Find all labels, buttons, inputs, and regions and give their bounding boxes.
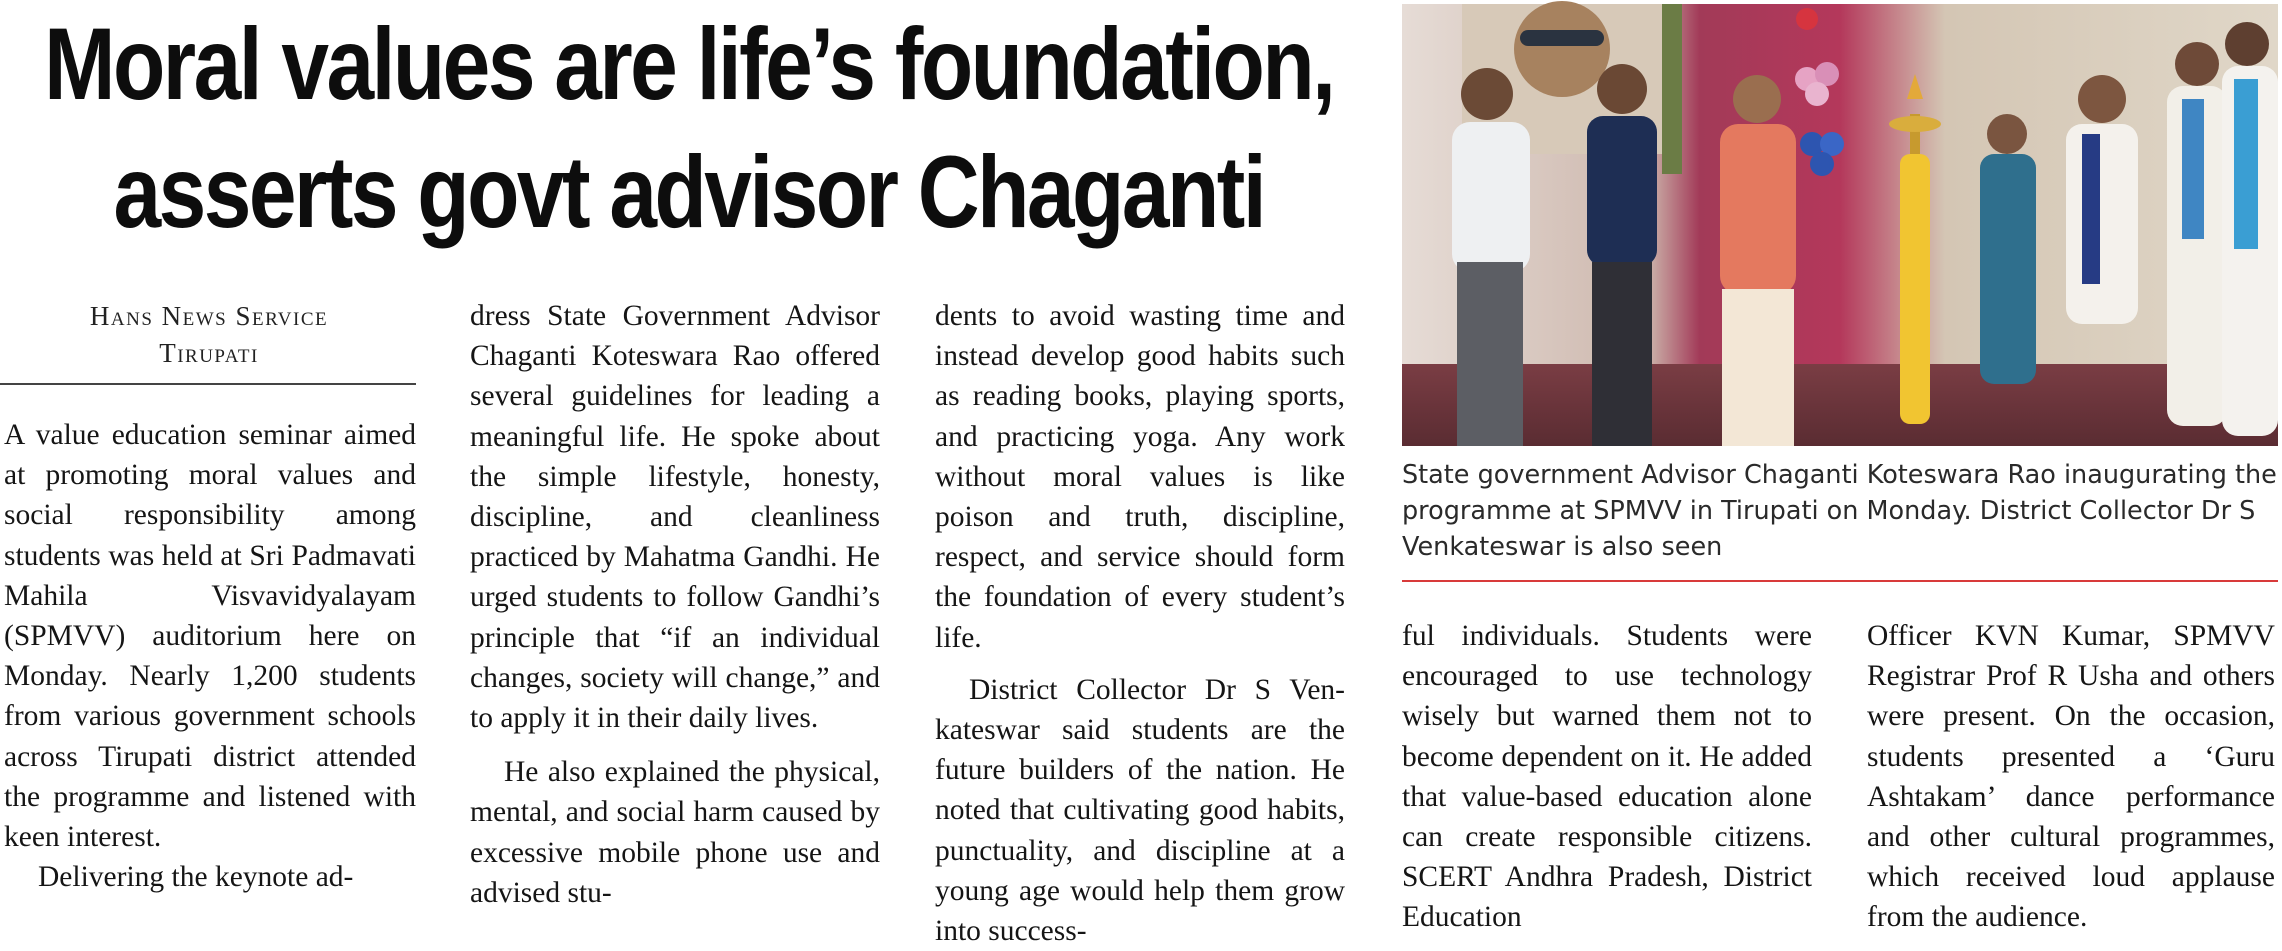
paragraph: Officer KVN Kumar, SPMVV Registrar Prof R Usha and others were present. On the occasion, students presented a ‘Guru Ashtakam’ dance performance and other cultural programmes, which received loud applause from the audience.	[1867, 620, 2275, 934]
photo-caption: State government Advisor Chaganti Koteswara Rao inaugurating the programme at SPMVV in Tirupati on Monday. District Collector Dr S Venkateswar is also seen	[1402, 460, 2277, 562]
article-column-4	[1402, 616, 1812, 938]
byline-location: Tirupati	[159, 338, 259, 368]
paragraph: dress State Government Advisor Chaganti Koteswara Rao offered several guidelines for leading a meaningful life. He spoke about the simple lifestyle, honesty, discipline, and cleanliness practiced by Mahatma Gandhi. He urged students to follow Gandhi’s principle that “if an individual changes, society will change,” and to apply it in their daily lives.	[470, 300, 880, 735]
news-photo	[1402, 4, 2278, 446]
caption-divider	[1402, 580, 2278, 582]
paragraph: dents to avoid wasting time and instead develop good habits such as reading books, playing sports, and practicing yoga. Any work without moral values is like poison and truth, discipline, respect, and service should form the foundation of every student’s life.	[935, 300, 1345, 654]
byline-source: Hans News Service	[89, 301, 329, 331]
byline	[0, 298, 418, 372]
article-column-3	[935, 296, 1345, 951]
byline-divider	[0, 383, 416, 385]
paragraph: District Collector Dr S Venkateswar said students are the future builders of the nation. He noted that cultivating good habits, punctuality, and discipline at a young age would help them grow into success-	[935, 673, 1345, 948]
paragraph: ful individuals. Students were encouraged to use technology wisely but warned them not to become dependent on it. He added that value-based education alone can create responsible citizens. SCERT Andhra Pradesh, District Education	[1402, 620, 1812, 934]
headline	[0, 0, 1378, 280]
paragraph: A value education seminar aimed at promoting moral values and social responsibility among students was held at Sri Padmavati Mahila Visvavidyalayam (SPMVV) auditorium here on Monday. Nearly 1,200 students from various government schools across Tirupati district attended the programme and listened with keen interest.	[4, 419, 416, 854]
lamp-lighting-photo-illustration	[1402, 4, 2278, 446]
headline-line-1: Moral values are life’s foundation,	[44, 7, 1334, 121]
paragraph: Delivering the keynote ad-	[38, 861, 354, 894]
article-column-1	[4, 415, 416, 897]
article-column-5	[1867, 616, 2275, 938]
paragraph: He also explained the physical, mental, and social harm caused by excessive mobile phone use and advised stu-	[470, 756, 880, 909]
article-column-2	[470, 296, 880, 913]
headline-line-2: asserts govt advisor Chaganti	[113, 135, 1265, 249]
